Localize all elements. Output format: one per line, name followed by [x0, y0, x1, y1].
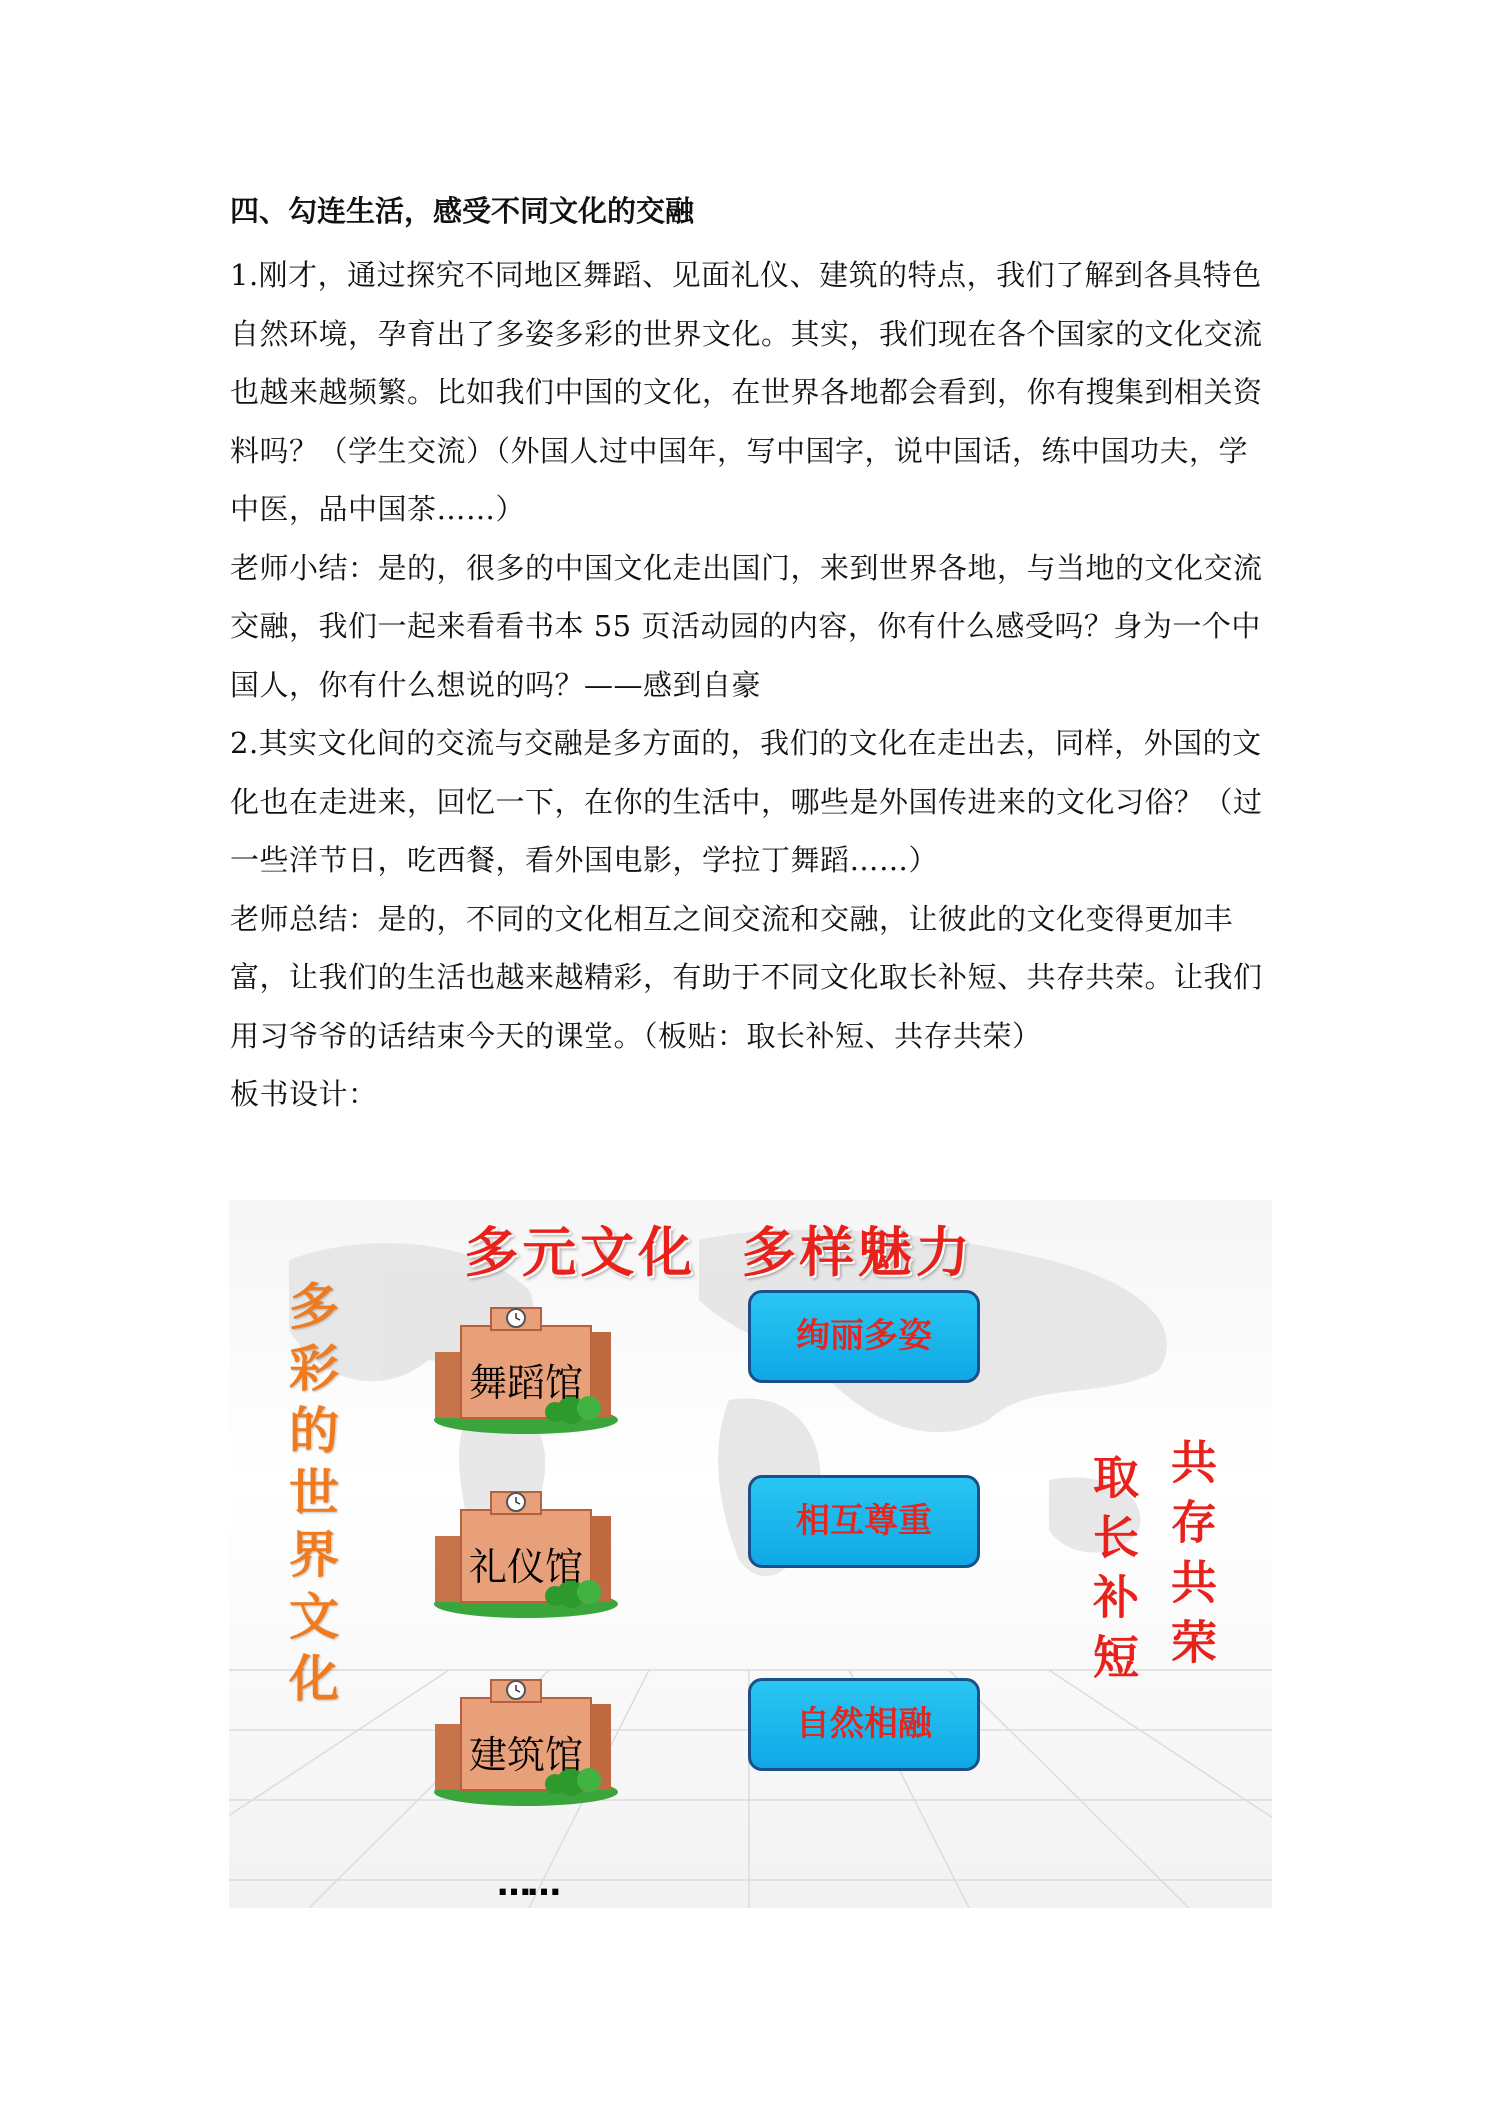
lesson-text: [230, 188, 1270, 1124]
pill-label: 自然相融: [748, 1678, 980, 1771]
paragraph: 1.刚才，通过探究不同地区舞蹈、见面礼仪、建筑的特点，我们了解到各具特色自然环境，孕育出了多姿多彩的世界文化。其实，我们现在各个国家的文化交流也越来越频繁。比如我们中国的文化，在世界各地都会看到，你有搜集到相关资料吗？（学生交流）（外国人过中国年，写中国字，说中国话，练中国功夫，学中医，品中国茶……）: [230, 258, 1263, 526]
paragraph: 老师总结：是的，不同的文化相互之间交流和交融，让彼此的文化变得更加丰富，让我们的生活也越来越精彩，有助于不同文化取长补短、共存共荣。让我们用习爷爷的话结束今天的课堂。（板贴：取长补短、共存共荣）: [230, 901, 1263, 1053]
building-architecture-hall: [421, 1664, 631, 1814]
board-title: 多元文化 多样魅力: [464, 1221, 974, 1284]
building-label: 舞蹈馆: [468, 1361, 583, 1405]
left-vertical-title: 多彩的世界文化: [281, 1280, 339, 1714]
pill-label: 相互尊重: [748, 1475, 980, 1568]
right-vertical-text-2: 共存共荣: [1164, 1438, 1218, 1678]
building-dance-hall: [421, 1292, 631, 1442]
ellipsis: ……: [497, 1864, 557, 1904]
paragraph: 老师小结：是的，很多的中国文化走出国门，来到世界各地，与当地的文化交流交融，我们一起来看看书本 55 页活动园的内容，你有什么感受吗？身为一个中国人，你有什么想说的吗？——感到自豪: [230, 550, 1263, 702]
building-label: 建筑馆: [468, 1733, 583, 1777]
right-vertical-text-1: 取长补短: [1086, 1453, 1140, 1693]
building-etiquette-hall: [421, 1476, 631, 1626]
section-heading: 四、勾连生活，感受不同文化的交融: [230, 194, 695, 228]
paragraph: 板书设计：: [230, 1077, 378, 1111]
building-label: 礼仪馆: [468, 1545, 583, 1589]
pill-label: 绚丽多姿: [748, 1290, 980, 1383]
blackboard-design-image: [229, 1200, 1272, 1908]
paragraph: 2.其实文化间的交流与交融是多方面的，我们的文化在走出去，同样，外国的文化也在走进来，回忆一下，在你的生活中，哪些是外国传进来的文化习俗？（过一些洋节日，吃西餐，看外国电影，学拉丁舞蹈……）: [230, 726, 1263, 877]
